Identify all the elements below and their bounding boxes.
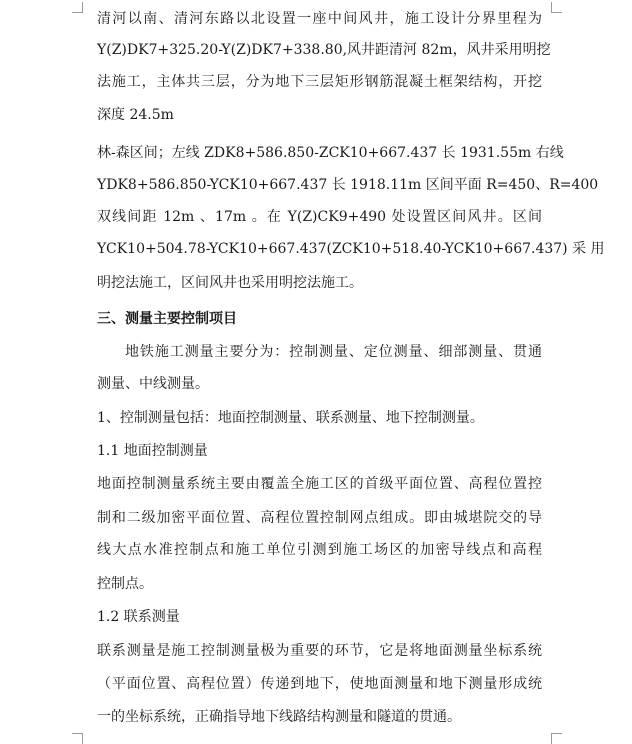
- paragraph-line: 制和二级加密平面位置、高程位置控制网点组成。即由城堪院交的导: [97, 510, 542, 526]
- paragraph-line: 测量、中线测量。: [97, 376, 209, 392]
- subsection-heading: 1.1 地面控制测量: [97, 443, 208, 459]
- crop-mark-top-right: [551, 2, 562, 13]
- paragraph-line: YDK8+586.850-YCK10+667.437 长 1918.11m 区间平面 R=450、R=400: [97, 177, 599, 193]
- paragraph-line: 一的坐标系统，正确指导地下线路结构测量和隧道的贯通。: [97, 709, 461, 725]
- paragraph-line: 清河以南、清河东路以北设置一座中间风井，施工设计分界里程为: [97, 11, 542, 27]
- paragraph-line: YCK10+504.78-YCK10+667.437(ZCK10+518.40-YCK10+667.437) 采 用: [97, 241, 605, 257]
- section-heading: 三、测量主要控制项目: [97, 311, 237, 327]
- paragraph-line: （平面位置、高程位置）传递到地下，使地面测量和地下测量形成统: [97, 676, 542, 692]
- paragraph-line: 明挖法施工，区间风井也采用明挖法施工。: [97, 275, 363, 291]
- crop-mark-top-left: [72, 2, 83, 13]
- crop-mark-bottom-left: [72, 733, 83, 744]
- paragraph-line: Y(Z)DK7+325.20-Y(Z)DK7+338.80,风井距清河 82m，风井采用明挖: [97, 42, 551, 58]
- paragraph-line: 法施工，主体共三层，分为地下三层矩形钢筋混凝土框架结构，开挖: [97, 74, 542, 90]
- subsection-heading: 1.2 联系测量: [97, 609, 180, 625]
- paragraph-line: 地铁施工测量主要分为：控制测量、定位测量、细部测量、贯通: [125, 344, 542, 360]
- paragraph-line: 联系测量是施工控制测量极为重要的环节，它是将地面测量坐标系统: [97, 643, 542, 659]
- paragraph-line: 深度 24.5m: [97, 107, 174, 123]
- paragraph-line: 林-森区间；左线 ZDK8+586.850-ZCK10+667.437 长 1931.55m 右线: [97, 145, 564, 161]
- paragraph-line: 控制点。: [97, 576, 153, 592]
- paragraph-line: 线大点水准控制点和施工单位引测到施工场区的加密导线点和高程: [97, 542, 542, 558]
- paragraph-line: 地面控制测量系统主要由覆盖全施工区的首级平面位置、高程位置控: [97, 476, 542, 492]
- paragraph-line: 1、控制测量包括：地面控制测量、联系测量、地下控制测量。: [97, 410, 484, 426]
- crop-mark-bottom-right: [551, 733, 562, 744]
- paragraph-line: 双线间距 12m 、17m 。在 Y(Z)CK9+490 处设置区间风井。区间: [97, 209, 542, 225]
